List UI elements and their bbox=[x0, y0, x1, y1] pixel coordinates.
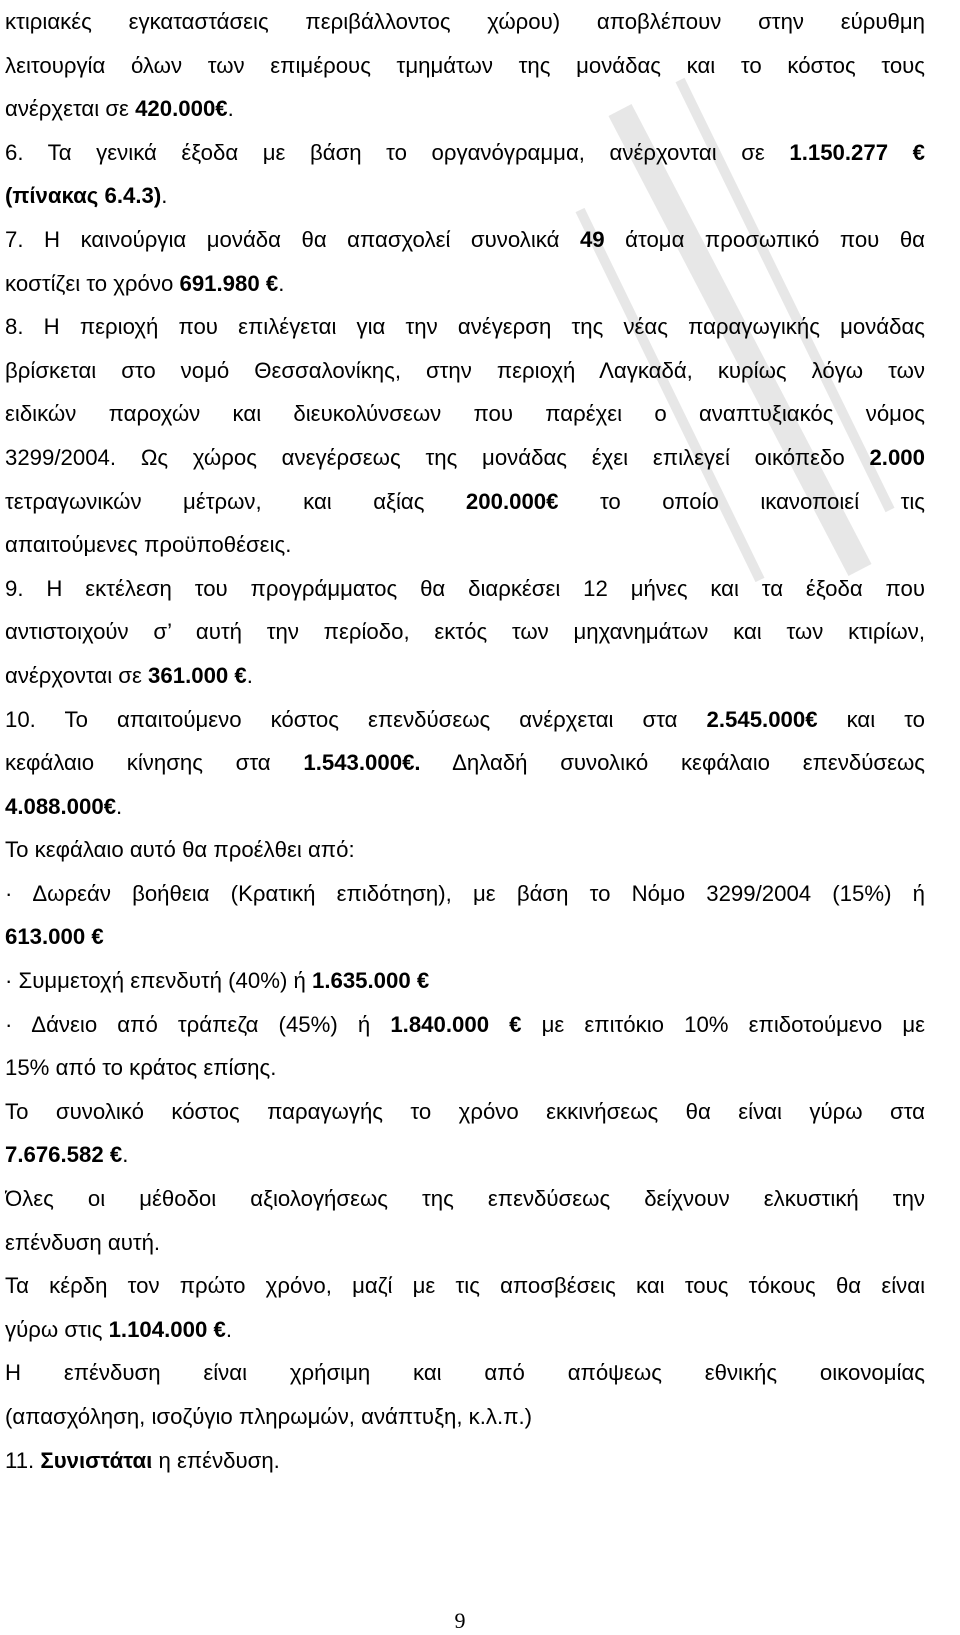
text-line bbox=[5, 1003, 925, 1047]
body-text bbox=[5, 0, 925, 1482]
text-run: . bbox=[122, 1142, 129, 1168]
bold-text-run: 613.000 € bbox=[5, 924, 104, 950]
text-run: απαιτούμενες προϋποθέσεις. bbox=[5, 532, 292, 558]
text-line bbox=[5, 44, 925, 88]
text-line bbox=[5, 436, 925, 480]
text-run: ειδικών παροχών και διευκολύνσεων που παρέχει ο αναπτυξιακός νόμος bbox=[5, 401, 925, 427]
text-run: γύρω στις bbox=[5, 1316, 109, 1342]
text-run: ανέρχεται σε bbox=[5, 96, 136, 122]
text-line bbox=[5, 872, 925, 916]
bold-text-run: 1.635.000 € bbox=[312, 968, 430, 994]
text-run: η επένδυση. bbox=[152, 1447, 280, 1473]
text-run: τετραγωνικών μέτρων, και αξίας bbox=[5, 488, 466, 514]
text-run: ανέρχονται σε bbox=[5, 662, 149, 688]
text-line bbox=[5, 654, 925, 698]
text-line bbox=[5, 741, 925, 785]
text-line bbox=[5, 1046, 925, 1090]
text-run: Η επένδυση είναι χρήσιμη και από απόψεως εθνικής οικονομίας bbox=[5, 1360, 925, 1386]
text-line bbox=[5, 567, 925, 611]
bold-text-run: 1.840.000 € bbox=[390, 1011, 522, 1037]
text-run: . bbox=[246, 662, 253, 688]
text-line bbox=[5, 1133, 925, 1177]
text-run: κοστίζει το χρόνο bbox=[5, 270, 180, 296]
bold-text-run: 7.676.582 € bbox=[5, 1142, 123, 1168]
bold-text-run: 1.150.277 € bbox=[789, 139, 925, 165]
text-run: . bbox=[225, 1316, 232, 1342]
bold-text-run: 49 bbox=[579, 226, 605, 252]
text-line bbox=[5, 1395, 925, 1439]
text-run: · Δωρεάν βοήθεια (Κρατική επιδότηση), με βάση το Νόμο 3299/2004 (15%) ή bbox=[5, 880, 925, 906]
text-run: Το συνολικό κόστος παραγωγής το χρόνο εκκινήσεως θα είναι γύρω στα bbox=[5, 1098, 925, 1124]
text-line bbox=[5, 523, 925, 567]
text-line bbox=[5, 174, 925, 218]
text-line bbox=[5, 349, 925, 393]
text-run: . bbox=[227, 96, 234, 122]
text-line bbox=[5, 1090, 925, 1134]
bold-text-run: 691.980 € bbox=[179, 270, 279, 296]
text-line bbox=[5, 0, 925, 44]
bold-text-run: 1.543.000€. bbox=[303, 750, 421, 776]
text-run: . bbox=[116, 793, 123, 819]
text-line bbox=[5, 1351, 925, 1395]
text-line bbox=[5, 1439, 925, 1483]
text-line bbox=[5, 1264, 925, 1308]
text-line bbox=[5, 915, 925, 959]
text-line bbox=[5, 610, 925, 654]
text-line bbox=[5, 1308, 925, 1352]
text-run: Δηλαδή συνολικό κεφάλαιο επενδύσεως bbox=[420, 750, 925, 776]
bold-text-run: 361.000 € bbox=[148, 662, 247, 688]
text-line bbox=[5, 698, 925, 742]
text-run: 7. Η καινούργια μονάδα θα απασχολεί συνολικά bbox=[5, 226, 580, 252]
bold-text-run: 2.545.000€ bbox=[706, 706, 818, 732]
text-run: . bbox=[278, 270, 285, 296]
text-run: 9. Η εκτέλεση του προγράμματος θα διαρκέσει 12 μήνες και τα έξοδα που bbox=[5, 575, 925, 601]
text-line bbox=[5, 87, 925, 131]
text-run: 6. Τα γενικά έξοδα με βάση το οργανόγραμμα, ανέρχονται σε bbox=[5, 139, 790, 165]
page-number: 9 bbox=[454, 1608, 466, 1633]
text-run: και το bbox=[817, 706, 925, 732]
text-line bbox=[5, 305, 925, 349]
text-line bbox=[5, 959, 925, 1003]
text-run: άτομα προσωπικό που θα bbox=[604, 226, 925, 252]
text-run: 11. bbox=[5, 1447, 41, 1473]
text-line bbox=[5, 262, 925, 306]
text-line bbox=[5, 1221, 925, 1265]
bold-text-run: 1.104.000 € bbox=[108, 1316, 226, 1342]
text-run: Τα κέρδη τον πρώτο χρόνο, μαζί με τις αποσβέσεις και τους τόκους θα είναι bbox=[5, 1273, 925, 1299]
text-run: Όλες οι μέθοδοι αξιολογήσεως της επενδύσεως δείχνουν ελκυστική την bbox=[5, 1186, 925, 1212]
bold-text-run: Συνιστάται bbox=[40, 1447, 153, 1473]
bold-text-run: 2.000 bbox=[869, 444, 925, 470]
bold-text-run: 200.000€ bbox=[465, 488, 559, 514]
text-run: κεφάλαιο κίνησης στα bbox=[5, 750, 304, 776]
text-run: 3299/2004. Ως χώρος ανεγέρσεως της μονάδας έχει επιλεγεί οικόπεδο bbox=[5, 444, 870, 470]
text-run: αντιστοιχούν σ’ αυτή την περίοδο, εκτός των μηχανημάτων και των κτιρίων, bbox=[5, 619, 925, 645]
text-run: το οποίο ικανοποιεί τις bbox=[558, 488, 925, 514]
text-line bbox=[5, 480, 925, 524]
text-run: 8. Η περιοχή που επιλέγεται για την ανέγερση της νέας παραγωγικής μονάδας bbox=[5, 314, 925, 340]
text-run: λειτουργία όλων των επιμέρους τμημάτων της μονάδας και το κόστος τους bbox=[5, 52, 925, 78]
text-run: με επιτόκιο 10% επιδοτούμενο με bbox=[521, 1011, 925, 1037]
text-run: βρίσκεται στο νομό Θεσσαλονίκης, στην περιοχή Λαγκαδά, κυρίως λόγω των bbox=[5, 357, 925, 383]
text-line bbox=[5, 131, 925, 175]
text-run: (απασχόληση, ισοζύγιο πληρωμών, ανάπτυξη, κ.λ.π.) bbox=[5, 1404, 533, 1429]
text-run: κτιριακές εγκαταστάσεις περιβάλλοντος χώρου) αποβλέπουν στην εύρυθμη bbox=[5, 9, 925, 34]
text-run: · Συμμετοχή επενδυτή (40%) ή bbox=[5, 968, 312, 994]
text-line bbox=[5, 785, 925, 829]
bold-text-run: 4.088.000€ bbox=[5, 793, 117, 819]
text-run: Το κεφάλαιο αυτό θα προέλθει από: bbox=[5, 837, 355, 863]
text-run: . bbox=[161, 183, 168, 209]
text-run: 15% από το κράτος επίσης. bbox=[5, 1055, 277, 1081]
bold-text-run: 420.000€ bbox=[135, 96, 228, 122]
text-line bbox=[5, 392, 925, 436]
text-line bbox=[5, 828, 925, 872]
text-line bbox=[5, 218, 925, 262]
text-run: επένδυση αυτή. bbox=[5, 1229, 161, 1255]
text-run: · Δάνειο από τράπεζα (45%) ή bbox=[5, 1011, 391, 1037]
text-line bbox=[5, 1177, 925, 1221]
bold-text-run: (πίνακας 6.4.3) bbox=[5, 183, 162, 209]
text-run: 10. Το απαιτούμενο κόστος επενδύσεως ανέρχεται στα bbox=[5, 706, 707, 732]
